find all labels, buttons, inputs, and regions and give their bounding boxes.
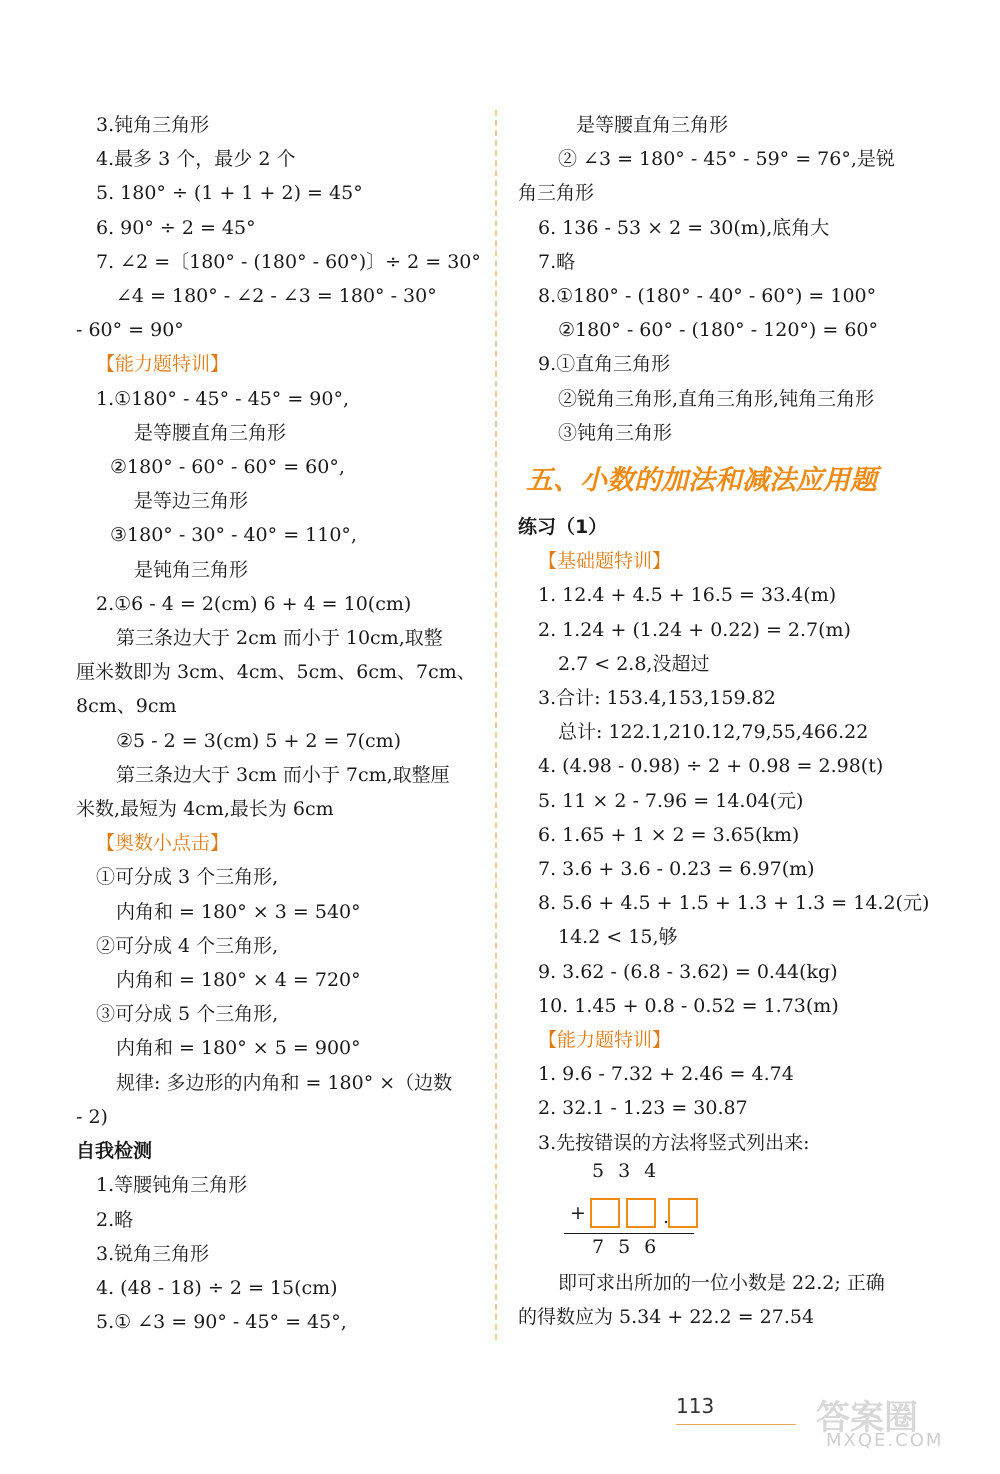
answer-line: 2. 32.1 - 1.23 = 30.87 [538, 1097, 748, 1120]
answer-line: 【奥数小点击】 [96, 832, 230, 855]
answer-line: 10. 1.45 + 0.8 - 0.52 = 1.73(m) [538, 994, 839, 1017]
answer-line: 9.①直角三角形 [538, 353, 671, 376]
answer-line: 8. 5.6 + 4.5 + 1.5 + 1.3 + 1.3 = 14.2(元) [538, 892, 930, 915]
answer-line: 2.①6 - 4 = 2(cm) 6 + 4 = 10(cm) [96, 592, 412, 615]
page-number-underline [676, 1424, 796, 1425]
answer-line: 5. 11 × 2 - 7.96 = 14.04(元) [538, 789, 804, 812]
answer-line: 【基础题特训】 [538, 550, 672, 573]
right-mid-block [518, 510, 928, 1160]
answer-line: 练习（1） [518, 516, 608, 539]
answer-line: - 60° = 90° [76, 319, 184, 342]
answer-line: 是等腰直角三角形 [134, 421, 287, 444]
answer-line: ②锐角三角形,直角三角形,钝角三角形 [558, 387, 875, 410]
answer-line: 5.① ∠3 = 90° - 45° = 45°, [96, 1311, 347, 1334]
left-column [76, 108, 481, 1339]
answer-line: 3.合计: 153.4,153,159.82 [538, 687, 776, 710]
answer-line: ②180° - 60° - 60° = 60°, [110, 456, 345, 479]
answer-line: 1. 12.4 + 4.5 + 16.5 = 33.4(m) [538, 584, 837, 607]
answer-line: 8cm、9cm [76, 695, 177, 718]
answer-line: 1.①180° - 45° - 45° = 90°, [96, 387, 349, 410]
answer-line: ③180° - 30° - 40° = 110°, [110, 524, 357, 547]
answer-line: ②180° - 60° - (180° - 120°) = 60° [558, 319, 879, 342]
answer-line: 7. 3.6 + 3.6 - 0.23 = 6.97(m) [538, 858, 815, 881]
answer-line: 的得数应为 5.34 + 22.2 = 27.54 [518, 1306, 815, 1329]
answer-line: 第三条边大于 2cm 而小于 10cm,取整 [116, 627, 443, 650]
answer-line: 角三角形 [518, 182, 595, 205]
answer-line: 5. 180° ÷ (1 + 1 + 2) = 45° [96, 182, 363, 205]
right-top-block [518, 108, 928, 450]
answer-line: 【能力题特训】 [96, 353, 230, 376]
blank-box-1 [590, 1198, 620, 1228]
vertical-top-number: 534 [592, 1159, 671, 1182]
answer-line: ③可分成 5 个三角形, [96, 1003, 279, 1026]
vertical-decimal-point: . [663, 1205, 670, 1228]
answer-line: 4.最多 3 个，最少 2 个 [96, 148, 296, 171]
answer-line: 2. 1.24 + (1.24 + 0.22) = 2.7(m) [538, 618, 851, 641]
answer-line: 4. (48 - 18) ÷ 2 = 15(cm) [96, 1276, 338, 1299]
answer-line: ② ∠3 = 180° - 45° - 59° = 76°,是锐 [558, 148, 895, 171]
answer-line: 8.①180° - (180° - 40° - 60°) = 100° [538, 285, 877, 308]
answer-line: 内角和 = 180° × 3 = 540° [116, 900, 361, 923]
answer-line: ∠4 = 180° - ∠2 - ∠3 = 180° - 30° [116, 285, 437, 308]
answer-line: 自我检测 [76, 1140, 153, 1163]
answer-line: 9. 3.62 - (6.8 - 3.62) = 0.44(kg) [538, 960, 838, 983]
chapter-title: 五、小数的加法和减法应用题 [526, 465, 877, 497]
right-bottom-block [518, 1266, 928, 1334]
answer-line: ②5 - 2 = 3(cm) 5 + 2 = 7(cm) [116, 729, 402, 752]
answer-line: 7.略 [538, 250, 576, 273]
answer-line: 是等边三角形 [134, 490, 249, 513]
answer-line: 3.先按错误的方法将竖式列出来: [538, 1131, 810, 1154]
vertical-rule [564, 1233, 694, 1234]
answer-line: 【能力题特训】 [538, 1029, 672, 1052]
answer-line: 2.7 < 2.8,没超过 [558, 652, 710, 675]
answer-line: 内角和 = 180° × 5 = 900° [116, 1037, 361, 1060]
vertical-calculation [564, 1160, 724, 1266]
answer-line: 6. 136 - 53 × 2 = 30(m),底角大 [538, 216, 830, 239]
answer-line: 即可求出所加的一位小数是 22.2; 正确 [558, 1271, 885, 1294]
answer-line: 总计: 122.1,210.12,79,55,466.22 [558, 721, 869, 744]
answer-line: 第三条边大于 3cm 而小于 7cm,取整厘 [116, 763, 450, 786]
answer-line: 内角和 = 180° × 4 = 720° [116, 969, 361, 992]
answer-line: 1. 9.6 - 7.32 + 2.46 = 4.74 [538, 1063, 794, 1086]
answer-line: 3.钝角三角形 [96, 114, 210, 136]
answer-line: 7. ∠2 =〔180° - (180° - 60°)〕÷ 2 = 30° [96, 250, 481, 273]
answer-line: ②可分成 4 个三角形, [96, 934, 279, 957]
blank-box-2 [626, 1198, 656, 1228]
answer-line: 6. 1.65 + 1 × 2 = 3.65(km) [538, 823, 800, 846]
answer-line: 米数,最短为 4cm,最长为 6cm [76, 798, 334, 821]
answer-line: 1.等腰钝角三角形 [96, 1174, 248, 1197]
answer-line: 2.略 [96, 1208, 134, 1231]
answer-line: 规律: 多边形的内角和 = 180° ×（边数 [116, 1071, 453, 1094]
answer-line: 是钝角三角形 [134, 558, 249, 581]
vertical-plus-sign: + [570, 1201, 586, 1224]
watermark-url: MXQE.COM [826, 1430, 944, 1451]
watermark-logo: 答案圈 [816, 1398, 918, 1438]
answer-line: 14.2 < 15,够 [558, 926, 678, 949]
right-column [518, 108, 928, 1334]
page-footer [676, 1390, 976, 1450]
answer-line: ③钝角三角形 [558, 421, 673, 444]
answer-line: 是等腰直角三角形 [576, 114, 729, 136]
column-divider [495, 110, 497, 1340]
page-number: 113 [676, 1394, 715, 1418]
vertical-bottom-number: 756 [592, 1235, 671, 1258]
blank-box-3 [668, 1198, 698, 1228]
answer-line: ①可分成 3 个三角形, [96, 866, 279, 889]
answer-line: - 2) [76, 1105, 108, 1128]
answer-line: 3.锐角三角形 [96, 1242, 210, 1265]
answer-line: 厘米数即为 3cm、4cm、5cm、6cm、7cm、 [76, 661, 476, 684]
answer-line: 6. 90° ÷ 2 = 45° [96, 216, 256, 239]
answer-line: 4. (4.98 - 0.98) ÷ 2 + 0.98 = 2.98(t) [538, 755, 884, 778]
